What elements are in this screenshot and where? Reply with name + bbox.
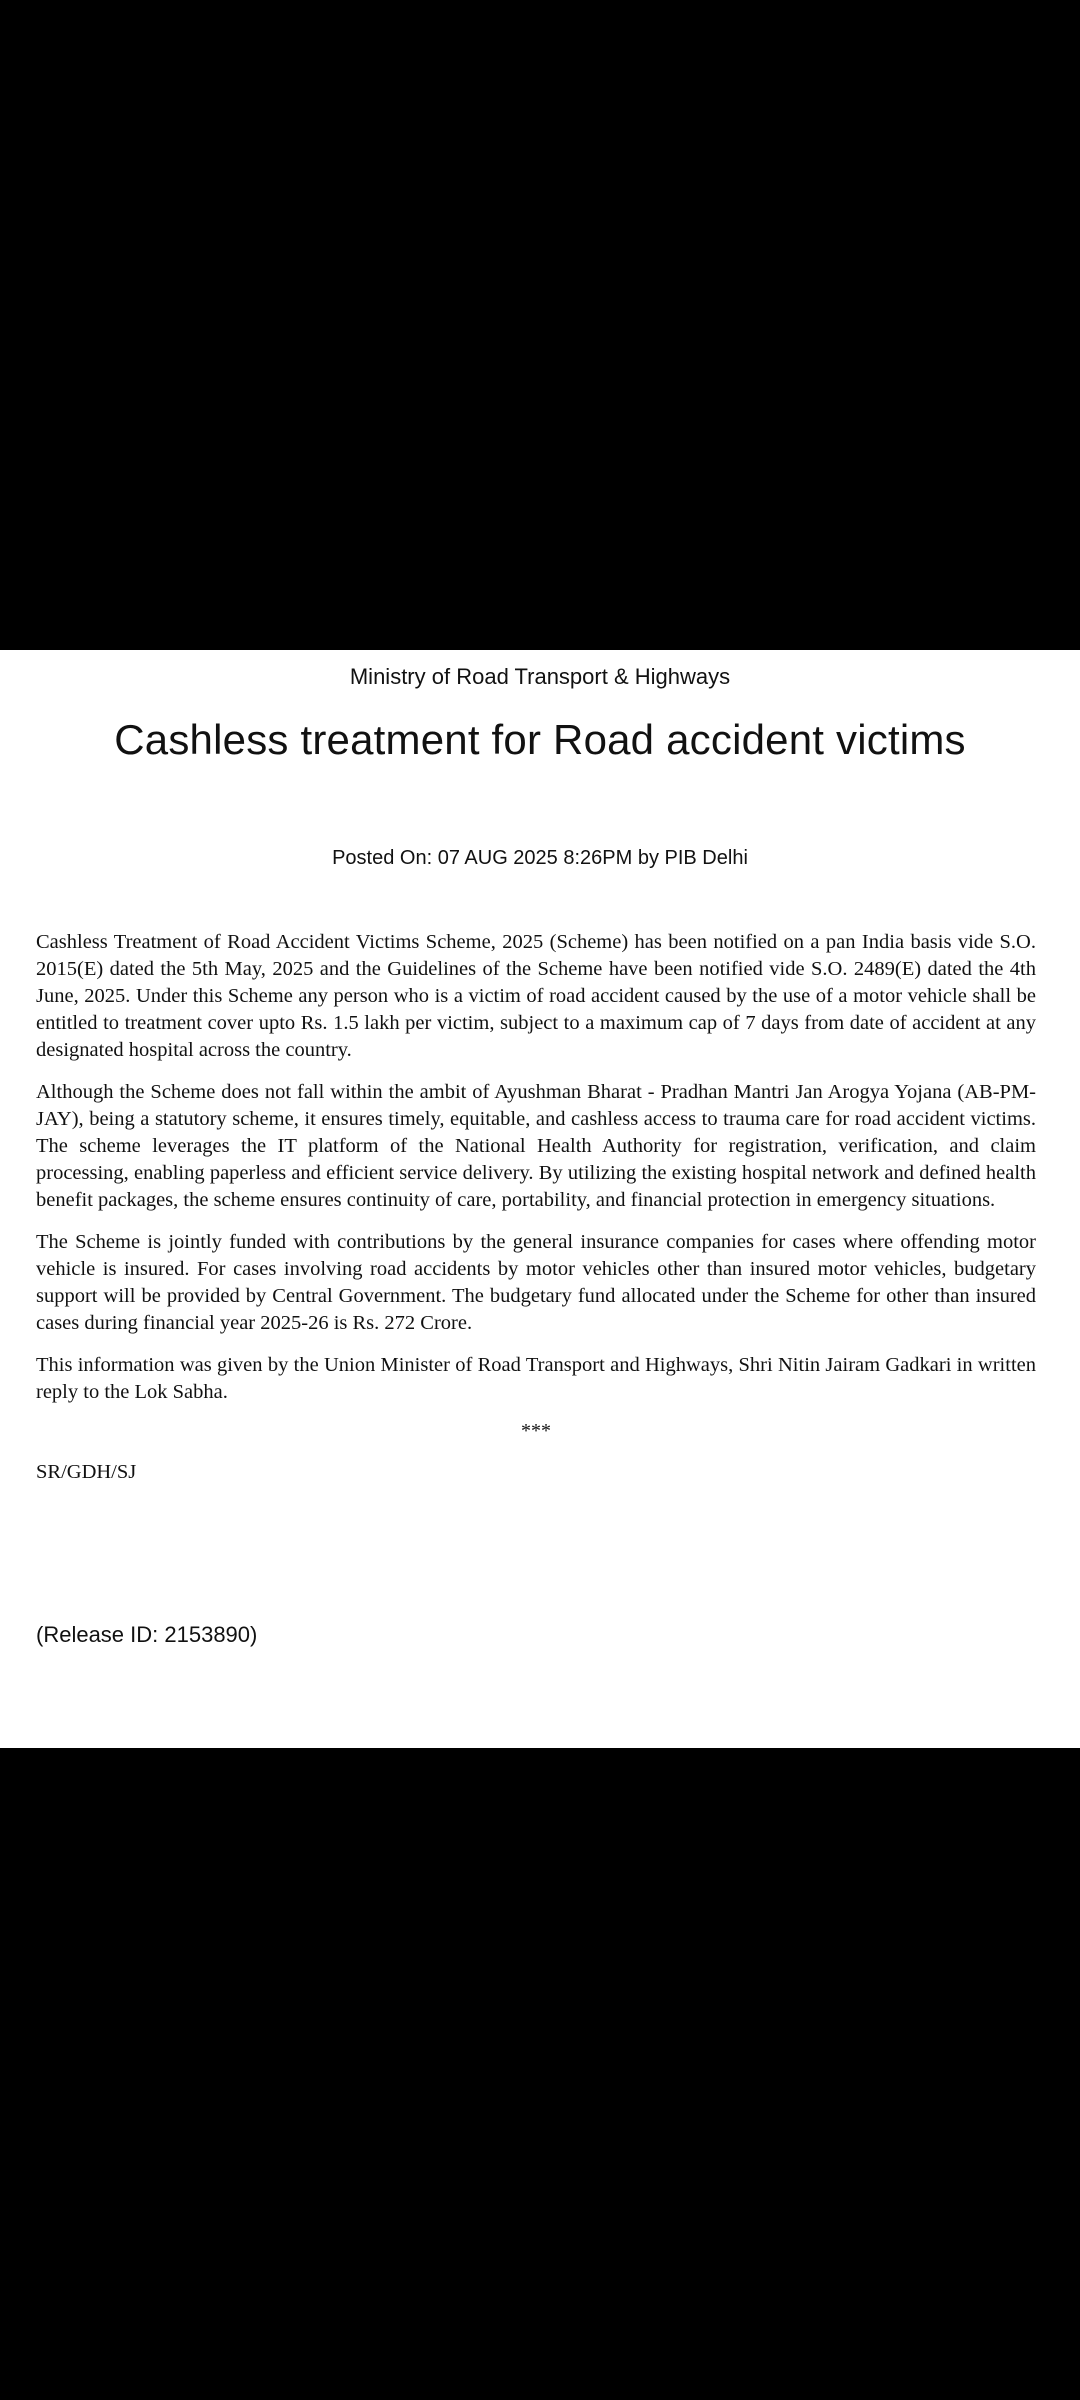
separator: ***: [521, 1420, 551, 1442]
paragraph-1: Cashless Treatment of Road Accident Victims Scheme, 2025 (Scheme) has been notified on a pan India basis vide S.O. 2015(E) dated the 5th May, 2025 and the Guidelines of the Scheme have been notified vide S.O. 2489(E) dated the 4th June, 2025. Under this Scheme any person who is a victim of road accident caused by the use of a motor vehicle shall be entitled to treatment cover upto Rs. 1.5 lakh per victim, subject to a maximum cap of 7 days from date of accident at any designated hospital across the country.: [36, 931, 1036, 1061]
paragraph-2: Although the Scheme does not fall within the ambit of Ayushman Bharat - Pradhan Mantri Jan Arogya Yojana (AB-PM-JAY), being a statutory scheme, it ensures timely, equitable, and cashless access to trauma care for road accident victims. The scheme leverages the IT platform of the National Health Authority for registration, verification, and claim processing, enabling paperless and efficient service delivery. By utilizing the existing hospital network and defined health benefit packages, the scheme ensures continuity of care, portability, and financial protection in emergency situations.: [36, 1081, 1036, 1211]
body-text: [36, 929, 1036, 1486]
posted-on: Posted On: 07 AUG 2025 8:26PM by PIB Delhi: [332, 847, 748, 869]
paragraph-3: The Scheme is jointly funded with contributions by the general insurance companies for cases where offending motor vehicle is insured. For cases involving road accidents by motor vehicles other than insured motor vehicles, budgetary support will be provided by Central Government. The budgetary fund allocated under the Scheme for other than insured cases during financial year 2025-26 is Rs. 272 Crore.: [36, 1231, 1036, 1334]
page-title: Cashless treatment for Road accident victims: [114, 716, 966, 763]
paragraph-4: This information was given by the Union Minister of Road Transport and Highways, Shri Nitin Jairam Gadkari in written reply to the Lok Sabha.: [36, 1354, 1036, 1403]
reference-code: SR/GDH/SJ: [36, 1461, 137, 1483]
release-id: (Release ID: 2153890): [36, 1622, 258, 1647]
press-release-document: [0, 650, 1080, 1748]
ministry-name: Ministry of Road Transport & Highways: [349, 664, 731, 689]
